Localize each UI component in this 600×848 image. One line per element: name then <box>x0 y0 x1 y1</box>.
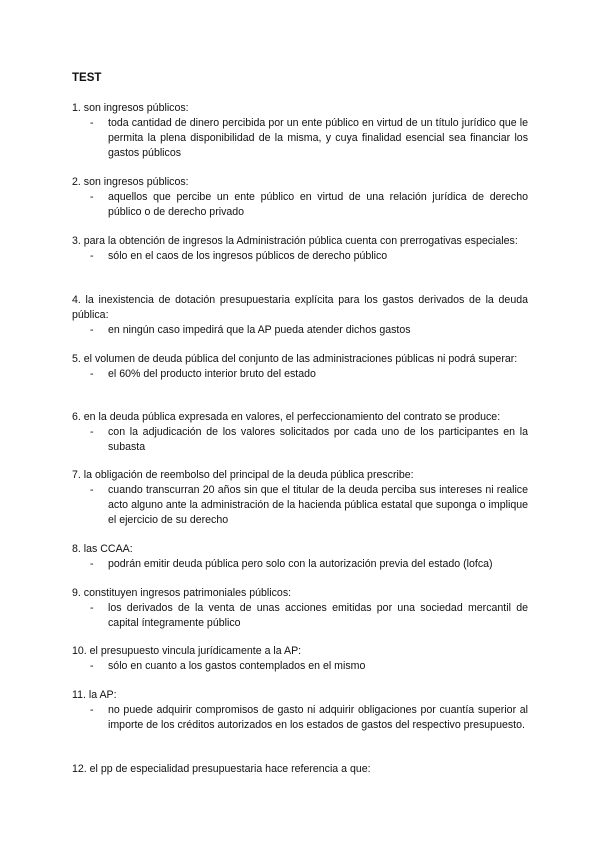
question-11 <box>72 688 528 733</box>
dash: - <box>90 117 94 129</box>
page-title: TEST <box>72 72 102 84</box>
dash: - <box>90 704 94 716</box>
question-8 <box>72 542 528 572</box>
question-text: 12. el pp de especialidad presupuestaria hace referencia a que: <box>72 763 371 775</box>
answer-text: no puede adquirir compromisos de gasto ni adquirir obligaciones por cuantía superior al importe de los créditos autorizados en los estados de gastos del respectivo presupuesto. <box>108 704 528 731</box>
question-2 <box>72 175 528 220</box>
question-6 <box>72 410 528 455</box>
question-text: 7. la obligación de reembolso del principal de la deuda pública prescribe: <box>72 469 414 481</box>
question-9 <box>72 586 528 631</box>
answer-text: en ningún caso impedirá que la AP pueda atender dichos gastos <box>108 324 411 336</box>
answer-text: el 60% del producto interior bruto del estado <box>108 368 316 380</box>
answer-text: podrán emitir deuda pública pero solo con la autorización previa del estado (lofca) <box>108 558 493 570</box>
dash: - <box>90 250 94 262</box>
dash: - <box>90 484 94 496</box>
answer-text: cuando transcurran 20 años sin que el titular de la deuda perciba sus intereses ni realice acto alguno ante la administración de la hacienda pública estatal que suponga o implique el ejercicio de su derecho <box>108 484 528 526</box>
dash: - <box>90 660 94 672</box>
question-3 <box>72 234 528 264</box>
answer <box>72 557 528 572</box>
answer-text: toda cantidad de dinero percibida por un ente público en virtud de un título jurídico que le permita la plena disponibilidad de la misma, y cuya finalidad esencial sea financiar los gastos públicos <box>108 117 528 159</box>
question-text: 11. la AP: <box>72 689 117 701</box>
answer <box>72 483 528 528</box>
question-text: 8. las CCAA: <box>72 543 133 555</box>
answer <box>72 703 528 733</box>
answer-text: sólo en cuanto a los gastos contemplados en el mismo <box>108 660 366 672</box>
answer <box>72 367 528 382</box>
question-4 <box>72 293 528 338</box>
answer-text: los derivados de la venta de unas acciones emitidas por una sociedad mercantil de capital íntegramente público <box>108 602 528 629</box>
dash: - <box>90 558 94 570</box>
dash: - <box>90 324 94 336</box>
answer <box>72 190 528 220</box>
question-text: 9. constituyen ingresos patrimoniales públicos: <box>72 587 292 599</box>
answer <box>72 323 528 338</box>
answer-text: sólo en el caos de los ingresos públicos de derecho público <box>108 250 388 262</box>
answer <box>72 659 528 674</box>
question-5 <box>72 352 528 382</box>
question-text: 6. en la deuda pública expresada en valores, el perfeccionamiento del contrato se produce: <box>72 411 501 423</box>
question-text: 1. son ingresos públicos: <box>72 102 189 114</box>
dash: - <box>90 191 94 203</box>
question-text: 3. para la obtención de ingresos la Administración pública cuenta con prerrogativas especiales: <box>72 235 518 247</box>
answer <box>72 116 528 161</box>
question-text: 4. la inexistencia de dotación presupuestaria explícita para los gastos derivados de la deuda pública: <box>72 294 528 321</box>
question-7 <box>72 468 528 528</box>
question-text: 2. son ingresos públicos: <box>72 176 189 188</box>
dash: - <box>90 602 94 614</box>
question-text: 10. el presupuesto vincula jurídicamente a la AP: <box>72 645 302 657</box>
answer <box>72 249 528 264</box>
question-12 <box>72 762 528 777</box>
answer <box>72 425 528 455</box>
question-10 <box>72 644 528 674</box>
question-1 <box>72 101 528 161</box>
dash: - <box>90 426 94 438</box>
answer-text: con la adjudicación de los valores solicitados por cada uno de los participantes en la subasta <box>108 426 528 453</box>
question-text: 5. el volumen de deuda pública del conjunto de las administraciones públicas ni podrá superar: <box>72 353 518 365</box>
answer <box>72 601 528 631</box>
dash: - <box>90 368 94 380</box>
answer-text: aquellos que percibe un ente público en virtud de una relación jurídica de derecho público o de derecho privado <box>108 191 528 218</box>
